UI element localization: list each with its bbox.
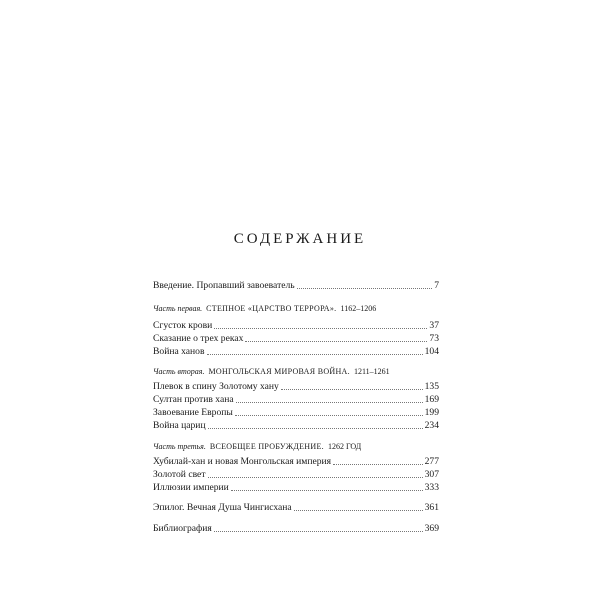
toc-entry-label: Война цариц bbox=[153, 420, 206, 431]
toc-entry-label: Золотой свет bbox=[153, 469, 206, 480]
toc-entry-label: Сказание о трех реках bbox=[153, 333, 244, 344]
toc-entry-label: Иллюзии империи bbox=[153, 482, 229, 493]
dot-leader bbox=[214, 531, 423, 532]
toc-page-number: 333 bbox=[424, 482, 439, 493]
toc-entry-label: Эпилог. Вечная Душа Чингисхана bbox=[153, 502, 292, 513]
toc-entry[interactable] bbox=[153, 482, 439, 494]
toc-page-number: 169 bbox=[424, 394, 439, 405]
toc-entry[interactable] bbox=[153, 394, 439, 406]
dot-leader bbox=[208, 477, 423, 478]
part-years: 1262 ГОД bbox=[327, 442, 362, 451]
toc-entry[interactable] bbox=[153, 420, 439, 432]
toc-page-number: 37 bbox=[429, 320, 439, 331]
toc-page-number: 7 bbox=[434, 280, 439, 291]
part-years: 1211–1261 bbox=[353, 367, 390, 376]
dot-leader bbox=[207, 354, 423, 355]
toc-entry-label: Султан против хана bbox=[153, 394, 234, 405]
toc-page-number: 369 bbox=[424, 523, 439, 534]
toc-entry-label: Введение. Пропавший завоеватель bbox=[153, 280, 295, 291]
toc-entry-label: Завоевание Европы bbox=[153, 407, 233, 418]
toc-page-number: 307 bbox=[424, 469, 439, 480]
part-number: Часть первая. bbox=[153, 304, 203, 313]
part-heading bbox=[153, 441, 361, 452]
part-name: СТЕПНОЕ «ЦАРСТВО ТЕРРОРА». bbox=[206, 304, 337, 313]
page-title: СОДЕРЖАНИЕ bbox=[233, 231, 367, 247]
part-name: МОНГОЛЬСКАЯ МИРОВАЯ ВОЙНА. bbox=[208, 367, 350, 376]
toc-entry-label: Война ханов bbox=[153, 346, 205, 357]
toc-entry-label: Сгусток крови bbox=[153, 320, 213, 331]
dot-leader bbox=[297, 288, 433, 289]
dot-leader bbox=[235, 415, 423, 416]
dot-leader bbox=[281, 389, 423, 390]
toc-entry-label: Хубилай-хан и новая Монгольская империя bbox=[153, 456, 332, 467]
toc-entry-label: Плевок в спину Золотому хану bbox=[153, 381, 279, 392]
dot-leader bbox=[231, 490, 423, 491]
part-years: 1162–1206 bbox=[340, 304, 377, 313]
toc-entry[interactable] bbox=[153, 456, 439, 468]
toc-page-number: 104 bbox=[424, 346, 439, 357]
toc-entry[interactable] bbox=[153, 333, 439, 345]
part-heading bbox=[153, 366, 390, 377]
toc-entry[interactable] bbox=[153, 469, 439, 481]
dot-leader bbox=[333, 464, 423, 465]
dot-leader bbox=[294, 510, 423, 511]
toc-entry[interactable] bbox=[153, 346, 439, 358]
toc-entry[interactable] bbox=[153, 320, 439, 332]
dot-leader bbox=[245, 341, 427, 342]
part-name: ВСЕОБЩЕЕ ПРОБУЖДЕНИЕ. bbox=[209, 442, 324, 451]
toc-page-number: 73 bbox=[429, 333, 439, 344]
dot-leader bbox=[208, 428, 423, 429]
dot-leader bbox=[214, 328, 427, 329]
toc-page-number: 135 bbox=[424, 381, 439, 392]
toc-entry-bibliography[interactable] bbox=[153, 523, 439, 535]
toc-page-number: 234 bbox=[424, 420, 439, 431]
toc-entry-label: Библиография bbox=[153, 523, 212, 534]
part-number: Часть вторая. bbox=[153, 367, 205, 376]
toc-page-number: 199 bbox=[424, 407, 439, 418]
toc-entry-intro[interactable] bbox=[153, 280, 439, 292]
toc-entry-epilogue[interactable] bbox=[153, 502, 439, 514]
part-number: Часть третья. bbox=[153, 442, 206, 451]
toc-entry[interactable] bbox=[153, 407, 439, 419]
part-heading bbox=[153, 303, 376, 314]
toc-page-number: 277 bbox=[424, 456, 439, 467]
dot-leader bbox=[236, 402, 423, 403]
toc-page-number: 361 bbox=[424, 502, 439, 513]
toc-entry[interactable] bbox=[153, 381, 439, 393]
